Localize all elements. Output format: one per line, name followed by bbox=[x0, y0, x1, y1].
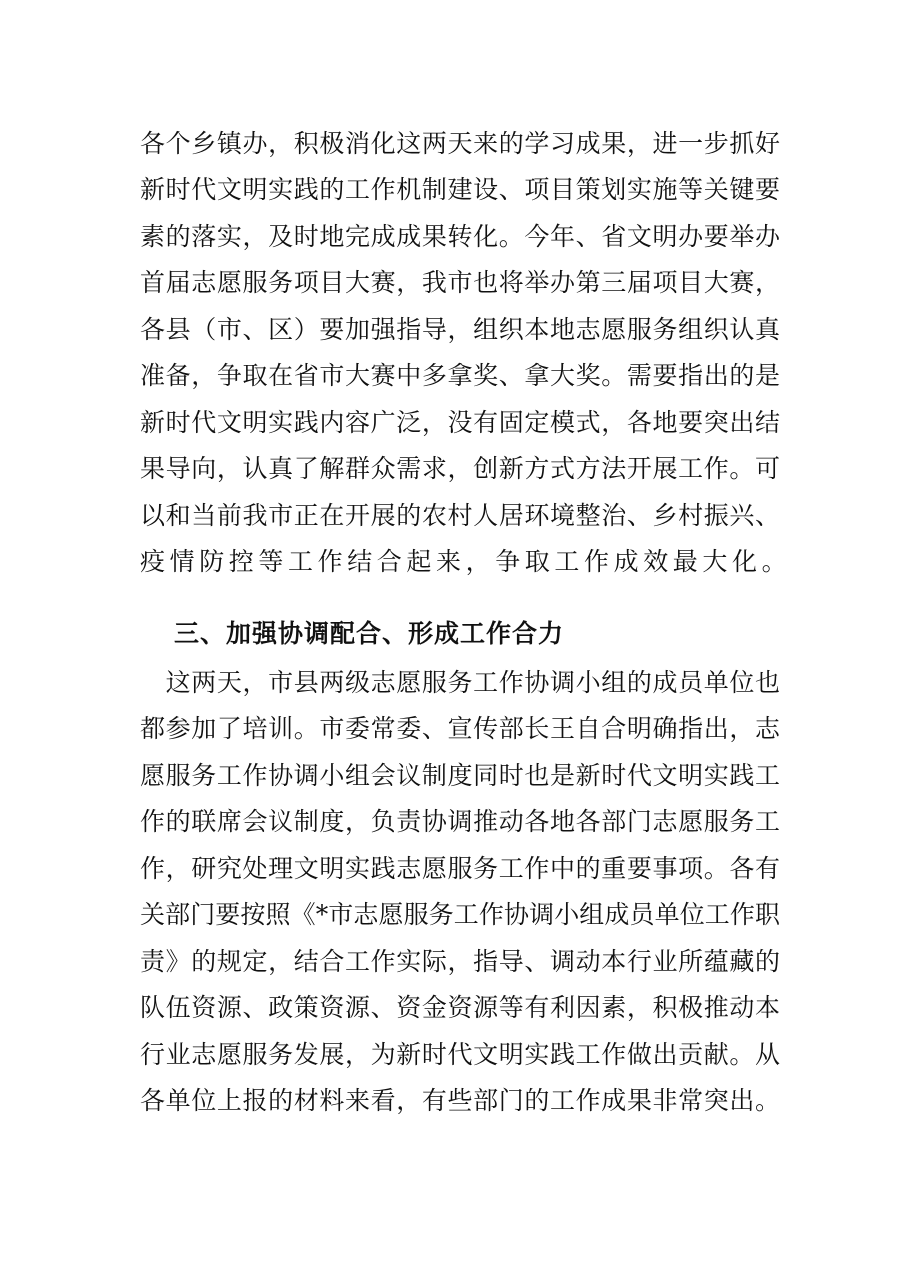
paragraph-line: 以和当前我市正在开展的农村人居环境整治、乡村振兴、 bbox=[140, 501, 780, 530]
paragraph-line: 各单位上报的材料来看，有些部门的工作成果非常突出。 bbox=[140, 1086, 780, 1115]
paragraph-line: 行业志愿服务发展，为新时代文明实践工作做出贡献。从 bbox=[140, 1040, 780, 1069]
paragraph-line: 作的联席会议制度，负责协调推动各地各部门志愿服务工 bbox=[140, 807, 780, 836]
paragraph-line: 首届志愿服务项目大赛，我市也将举办第三届项目大赛， bbox=[140, 268, 780, 297]
paragraph-line: 责》的规定，结合工作实际，指导、调动本行业所蕴藏的 bbox=[140, 947, 780, 976]
paragraph-line: 新时代文明实践的工作机制建设、项目策划实施等关键要 bbox=[140, 175, 780, 204]
paragraph-line: 素的落实，及时地完成成果转化。今年、省文明办要举办 bbox=[140, 222, 780, 251]
paragraph-line: 都参加了培训。市委常委、宣传部长王自合明确指出，志 bbox=[140, 714, 780, 743]
paragraph-line: 愿服务工作协调小组会议制度同时也是新时代文明实践工 bbox=[140, 761, 780, 790]
paragraph-line: 各县（市、区）要加强指导，组织本地志愿服务组织认真 bbox=[140, 315, 780, 344]
paragraph-line: 队伍资源、政策资源、资金资源等有利因素，积极推动本 bbox=[140, 993, 780, 1022]
paragraph-line: 果导向，认真了解群众需求，创新方式方法开展工作。可 bbox=[140, 454, 780, 483]
paragraph-line: 这两天，市县两级志愿服务工作协调小组的成员单位也 bbox=[140, 668, 780, 697]
paragraph-line: 作，研究处理文明实践志愿服务工作中的重要事项。各有 bbox=[140, 854, 780, 883]
paragraph-line: 关部门要按照《*市志愿服务工作协调小组成员单位工作职 bbox=[140, 900, 780, 929]
section-heading: 三、加强协调配合、形成工作合力 bbox=[174, 619, 565, 648]
paragraph-line: 新时代文明实践内容广泛，没有固定模式，各地要突出结 bbox=[140, 408, 780, 437]
paragraph-line: 各个乡镇办，积极消化这两天来的学习成果，进一步抓好 bbox=[140, 129, 780, 158]
paragraph-line: 疫情防控等工作结合起来，争取工作成效最大化。 bbox=[140, 547, 792, 576]
paragraph-line: 准备，争取在省市大赛中多拿奖、拿大奖。需要指出的是 bbox=[140, 361, 780, 390]
